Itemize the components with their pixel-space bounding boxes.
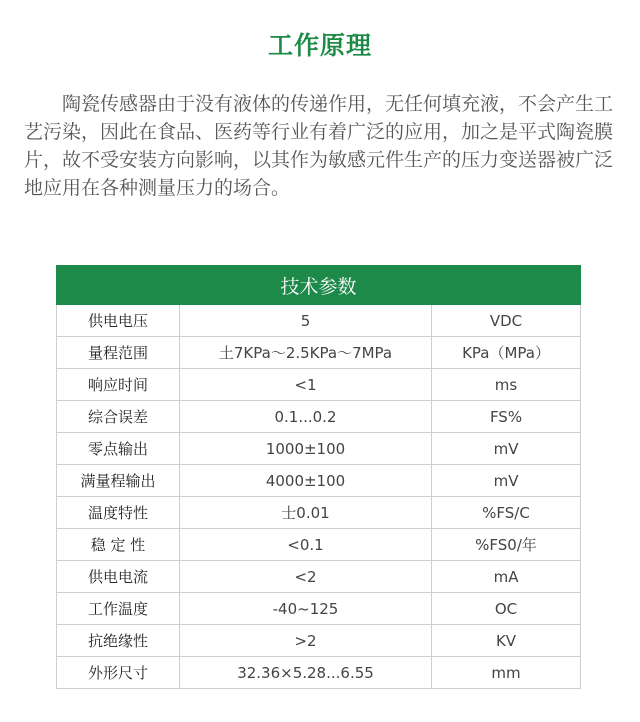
intro-paragraph: 陶瓷传感器由于没有液体的传递作用，无任何填充液，不会产生工艺污染，因此在食品、医药等行业有着广泛的应用，加之是平式陶瓷膜片，故不受安装方向影响，以其作为敏感元件生产的压力变送器被广泛地应用在各种测量压力的场合。 bbox=[24, 93, 614, 199]
table-row bbox=[57, 433, 581, 465]
table-row bbox=[57, 465, 581, 497]
param-name-cell: 供电电流 bbox=[57, 561, 180, 593]
table-row bbox=[57, 625, 581, 657]
table-row bbox=[57, 497, 581, 529]
param-unit-cell: KPa（MPa） bbox=[432, 337, 581, 369]
table-row bbox=[57, 529, 581, 561]
table-row bbox=[57, 305, 581, 337]
param-value-cell: <1 bbox=[180, 369, 432, 401]
param-name-cell: 供电电压 bbox=[57, 305, 180, 337]
param-name-cell: 量程范围 bbox=[57, 337, 180, 369]
param-unit-cell: ms bbox=[432, 369, 581, 401]
param-name-cell: 抗绝缘性 bbox=[57, 625, 180, 657]
param-unit-cell: VDC bbox=[432, 305, 581, 337]
spec-table-header-row bbox=[57, 266, 581, 305]
param-value-cell: <2 bbox=[180, 561, 432, 593]
table-row bbox=[57, 593, 581, 625]
param-name-cell: 综合误差 bbox=[57, 401, 180, 433]
param-unit-cell: KV bbox=[432, 625, 581, 657]
param-unit-cell: OC bbox=[432, 593, 581, 625]
param-name-cell: 外形尺寸 bbox=[57, 657, 180, 689]
param-name-cell: 零点输出 bbox=[57, 433, 180, 465]
param-unit-cell: FS% bbox=[432, 401, 581, 433]
table-row bbox=[57, 337, 581, 369]
param-name-cell: 稳 定 性 bbox=[57, 529, 180, 561]
param-unit-cell: mV bbox=[432, 433, 581, 465]
param-value-cell: 4000±100 bbox=[180, 465, 432, 497]
param-value-cell: <0.1 bbox=[180, 529, 432, 561]
param-value-cell: 32.36×5.28...6.55 bbox=[180, 657, 432, 689]
param-value-cell: 士0.01 bbox=[180, 497, 432, 529]
table-row bbox=[57, 561, 581, 593]
param-name-cell: 满量程输出 bbox=[57, 465, 180, 497]
param-unit-cell: %FS0/年 bbox=[432, 529, 581, 561]
param-value-cell: 0.1...0.2 bbox=[180, 401, 432, 433]
section-title: 工作原理 bbox=[267, 31, 372, 60]
table-row bbox=[57, 657, 581, 689]
param-value-cell: 5 bbox=[180, 305, 432, 337]
param-unit-cell: mV bbox=[432, 465, 581, 497]
param-value-cell: 1000±100 bbox=[180, 433, 432, 465]
spec-table-header: 技术参数 bbox=[57, 266, 581, 305]
spec-table-body bbox=[57, 305, 581, 689]
table-row bbox=[57, 401, 581, 433]
param-value-cell: -40~125 bbox=[180, 593, 432, 625]
param-name-cell: 工作温度 bbox=[57, 593, 180, 625]
param-name-cell: 响应时间 bbox=[57, 369, 180, 401]
param-unit-cell: mA bbox=[432, 561, 581, 593]
spec-table bbox=[56, 265, 581, 689]
param-name-cell: 温度特性 bbox=[57, 497, 180, 529]
param-value-cell: >2 bbox=[180, 625, 432, 657]
table-row bbox=[57, 369, 581, 401]
param-unit-cell: %FS/C bbox=[432, 497, 581, 529]
param-unit-cell: mm bbox=[432, 657, 581, 689]
param-value-cell: 土7KPa～2.5KPa～7MPa bbox=[180, 337, 432, 369]
